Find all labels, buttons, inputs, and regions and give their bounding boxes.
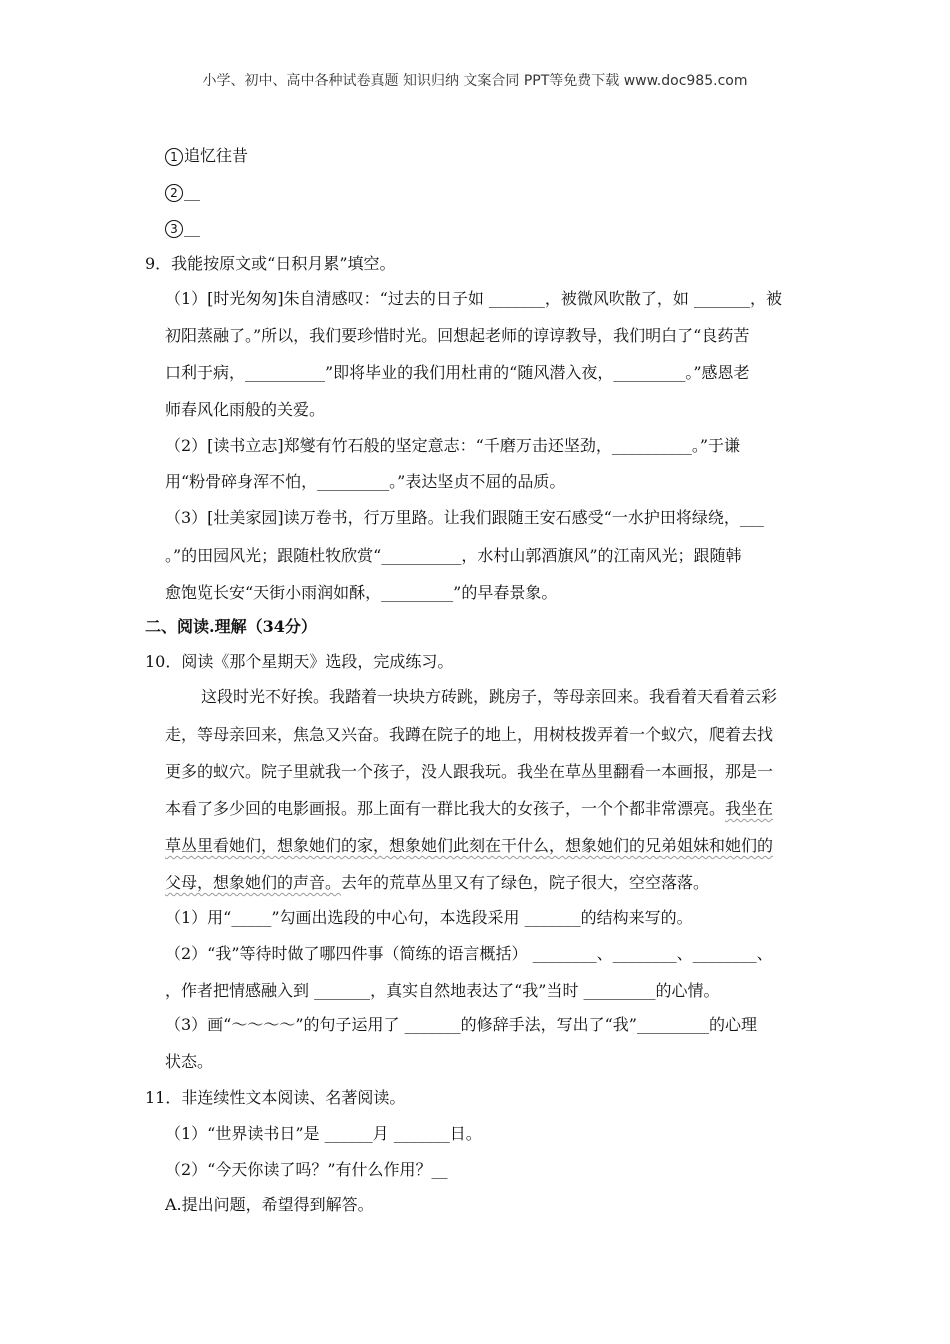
q10-passage-line-4	[165, 799, 773, 819]
q9-line-4: 师春风化雨般的关爱。	[165, 400, 326, 419]
q11-option-a: A.提出问题，希望得到解答。	[165, 1195, 374, 1214]
circled-number-3: 3	[165, 220, 183, 238]
page-header: 小学、初中、高中各种试卷真题 知识归纳 文案合同 PPT等免费下载 www.doc985.com	[202, 73, 748, 89]
q10-sub-2-cont: ，作者把情感融入到 _______，真实自然地表达了“我”当时 _________的心情。	[165, 981, 720, 1000]
item8-2	[165, 182, 200, 202]
q10-passage-line-3: 更多的蚁穴。院子里就我一个孩子，没人跟我玩。我坐在草丛里翻看一本画报，那是一	[165, 762, 774, 781]
q9-line-3: 口利于病，__________”即将毕业的我们用杜甫的“随风潜入夜，_________。”感恩老	[165, 363, 750, 382]
section-2-title: 二、阅读.理解（34分）	[145, 617, 317, 636]
q10-passage-line-5: 草丛里看她们，想象她们的家，想象她们此刻在干什么，想象她们的兄弟姐妹和她们的	[165, 836, 774, 855]
q10-passage-line-6	[165, 873, 709, 893]
passage-plain-text: 本看了多少回的电影画报。那上面有一群比我大的女孩子，一个个都非常漂亮。	[165, 799, 726, 818]
q10-passage-line-1: 这段时光不好挨。我踏着一块块方砖跳，跳房子，等母亲回来。我看着天看着云彩	[201, 687, 778, 706]
q9-line-2: 初阳蒸融了。”所以，我们要珍惜时光。回想起老师的谆谆教导，我们明白了“良药苦	[165, 326, 750, 345]
q10-sub-1: （1）用“_____”勾画出选段的中心句，本选段采用 _______的结构来写的。	[165, 908, 693, 927]
item8-3-blank: __	[184, 218, 200, 237]
passage-plain-text-end: 去年的荒草丛里又有了绿色，院子很大，空空落落。	[341, 873, 710, 892]
q11-sub-1: （1）“世界读书日”是 ______月 _______日。	[165, 1124, 482, 1143]
wavy-underlined-sentence: 我坐在	[725, 799, 774, 818]
q10-sub-3-cont: 状态。	[165, 1052, 214, 1071]
q11-sub-2: （2）“今天你读了吗？”有什么作用？__	[165, 1160, 448, 1179]
circled-number-2: 2	[165, 184, 183, 202]
q10-stem: 10．阅读《那个星期天》选段，完成练习。	[145, 652, 454, 671]
item8-2-blank: __	[184, 182, 200, 201]
item8-1	[165, 146, 248, 166]
circled-number-1: 1	[165, 148, 183, 166]
q9-line-1: （1）[时光匆匆]朱自清感叹：“过去的日子如 _______，被微风吹散了，如 _______，被	[165, 289, 783, 308]
q9-line-7: （3）[壮美家园]读万卷书，行万里路。让我们跟随王安石感受“一水护田将绿绕，___	[165, 508, 764, 527]
q10-sub-2: （2）“我”等待时做了哪四件事（简练的语言概括） ________、________、________、	[165, 944, 773, 963]
q9-line-6: 用“粉骨碎身浑不怕，_________。”表达坚贞不屈的品质。	[165, 472, 566, 491]
q9-stem: 9．我能按原文或“日积月累”填空。	[145, 254, 396, 273]
q10-passage-line-2: 走，等母亲回来，焦急又兴奋。我蹲在院子的地上，用树枝拨弄着一个蚁穴，爬着去找	[165, 725, 774, 744]
q9-line-5: （2）[读书立志]郑燮有竹石般的坚定意志：“千磨万击还坚劲，__________。”于谦	[165, 436, 741, 455]
q9-line-9: 愈饱览长安“天街小雨润如酥，_________”的早春景象。	[165, 583, 558, 602]
q10-sub-3: （3）画“～～～～”的句子运用了 _______的修辞手法，写出了“我”_________的心理	[165, 1015, 757, 1034]
q11-stem: 11．非连续性文本阅读、名著阅读。	[145, 1088, 406, 1107]
item8-1-text: 追忆往昔	[184, 146, 249, 165]
item8-3	[165, 218, 200, 238]
wavy-underlined-sentence-end: 父母，想象她们的声音。	[165, 873, 342, 892]
q9-line-8: 。”的田园风光；跟随杜牧欣赏“__________，水村山郭酒旗风”的江南风光；跟随韩	[165, 546, 742, 565]
